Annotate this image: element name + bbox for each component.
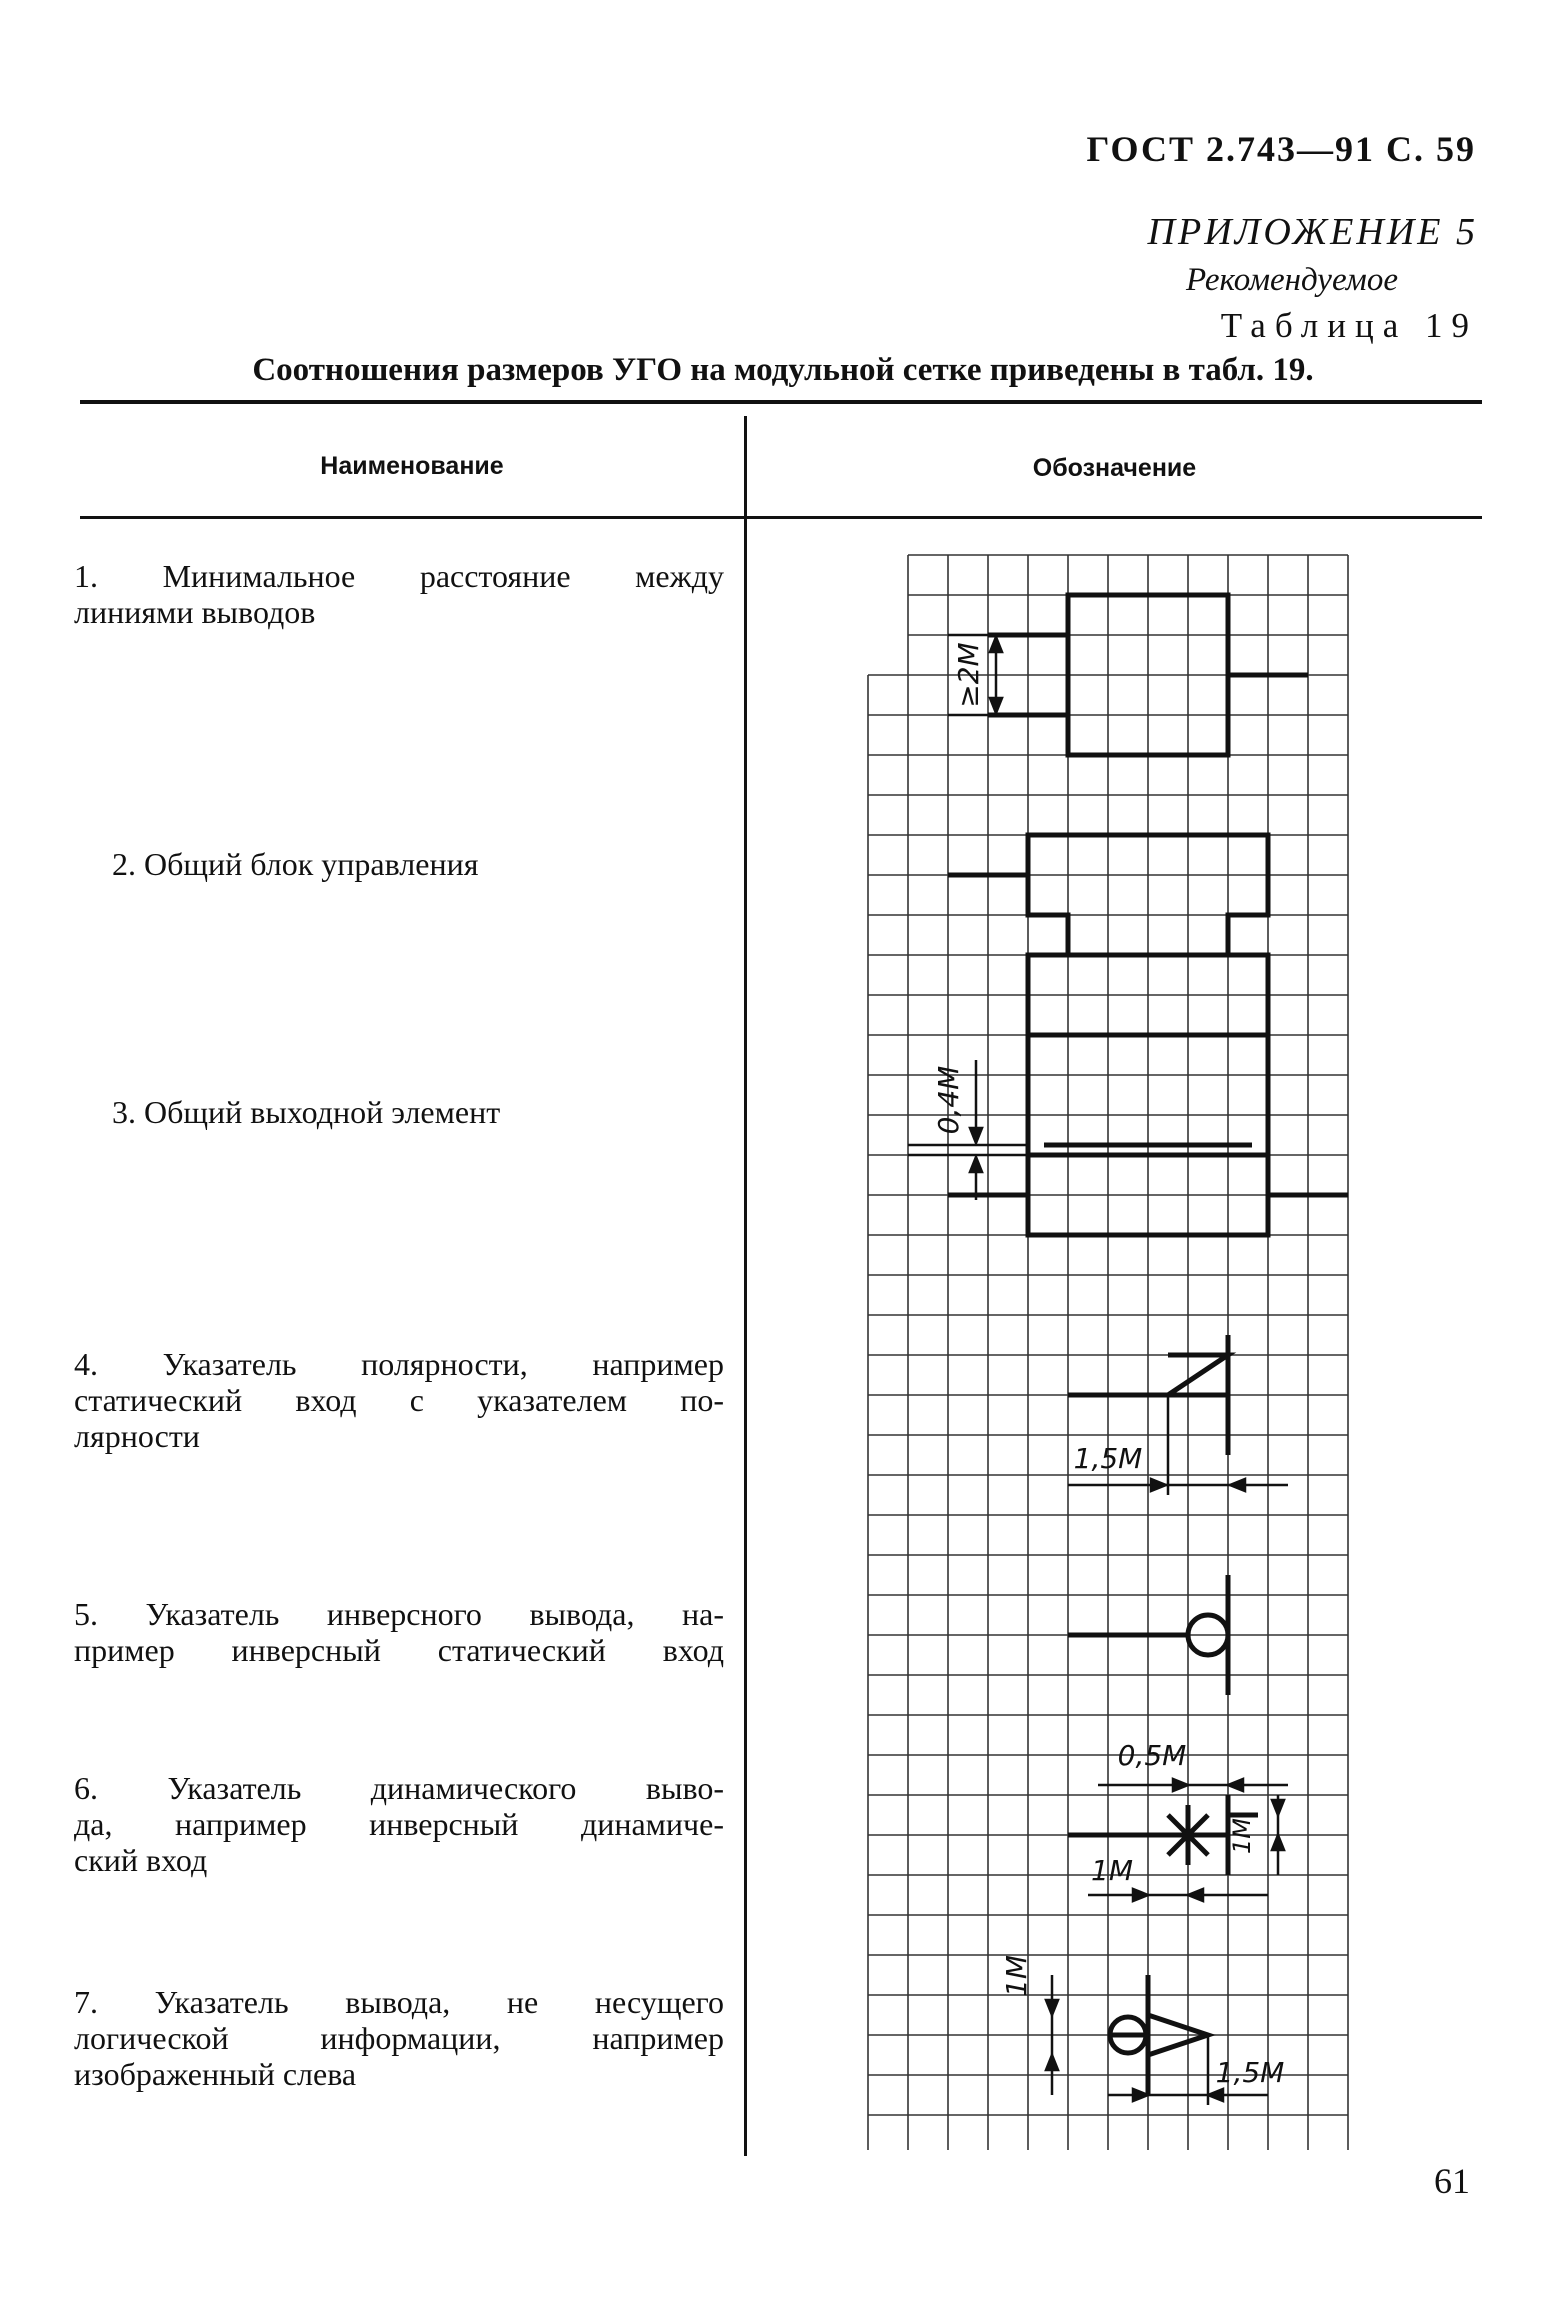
row-1-line-2: линиями выводов: [74, 594, 316, 630]
table-row-6: [74, 1770, 724, 1878]
table-row-5: [74, 1596, 724, 1668]
dimension-label-polarity-width: 1,5M: [1073, 1442, 1143, 1475]
row-6-line-1: 6. Указатель динамического выво-: [74, 1770, 724, 1806]
dimension-output-gap: [908, 1060, 1028, 1200]
standard-header: ГОСТ 2.743—91 С. 59: [1086, 129, 1476, 169]
dimension-label-non-logic-width: 1,5M: [1215, 2056, 1285, 2089]
row-4-line-2: статический вход с указателем по-: [74, 1382, 724, 1418]
row-2-line-1: 2. Общий блок управления: [112, 846, 479, 882]
row-5-line-2: пример инверсный статический вход: [74, 1632, 724, 1668]
dimension-label-non-logic-height: 1M: [1000, 1955, 1033, 1997]
dimension-label-dynamic-offset: 1M: [1091, 1854, 1133, 1887]
table-header-rule: [80, 516, 1482, 519]
row-4-line-3: лярности: [74, 1418, 200, 1454]
row-3-line-1: 3. Общий выходной элемент: [112, 1094, 501, 1130]
appendix-title: ПРИЛОЖЕНИЕ 5: [1147, 211, 1478, 253]
column-header-name: Наименование: [320, 452, 504, 480]
row-7-line-3: изображенный слева: [74, 2056, 357, 2092]
row-6-line-2: да, например инверсный динамиче-: [74, 1806, 724, 1842]
row-7-line-2: логической информации, например: [74, 2020, 724, 2056]
row-4-line-1: 4. Указатель полярности, например: [74, 1346, 724, 1382]
table-row-3: [112, 1094, 712, 1130]
dimension-label-min-spacing: ≥2M: [952, 642, 985, 708]
page-number: 61: [1434, 2161, 1470, 2201]
dimension-label-output-gap: 0,4M: [932, 1065, 965, 1135]
grid-lines: [868, 555, 1348, 2150]
row-1-line-1: 1. Минимальное расстояние между: [74, 558, 724, 594]
row-7-line-1: 7. Указатель вывода, не несущего: [74, 1984, 724, 2020]
table-top-rule: [80, 400, 1482, 404]
table-row-4: [74, 1346, 724, 1454]
column-header-symbol: Обозначение: [1032, 454, 1197, 482]
table-row-7: [74, 1984, 724, 2092]
dimension-label-dynamic-height: 1M: [1228, 1818, 1256, 1854]
appendix-status: Рекомендуемое: [1185, 262, 1398, 298]
column-divider: [744, 416, 747, 2156]
table-row-1: [74, 558, 724, 630]
table-caption: Соотношения размеров УГО на модульной сетке приведены в табл. 19.: [252, 352, 1314, 388]
dimension-label-dynamic-width: 0,5M: [1117, 1739, 1187, 1772]
row-5-line-1: 5. Указатель инверсного вывода, на-: [74, 1596, 724, 1632]
row-6-line-3: ский вход: [74, 1842, 208, 1878]
table-label: Таблица 19: [1220, 306, 1478, 345]
table-row-2: [112, 846, 712, 882]
modular-grid-drawing: [850, 540, 1370, 2160]
